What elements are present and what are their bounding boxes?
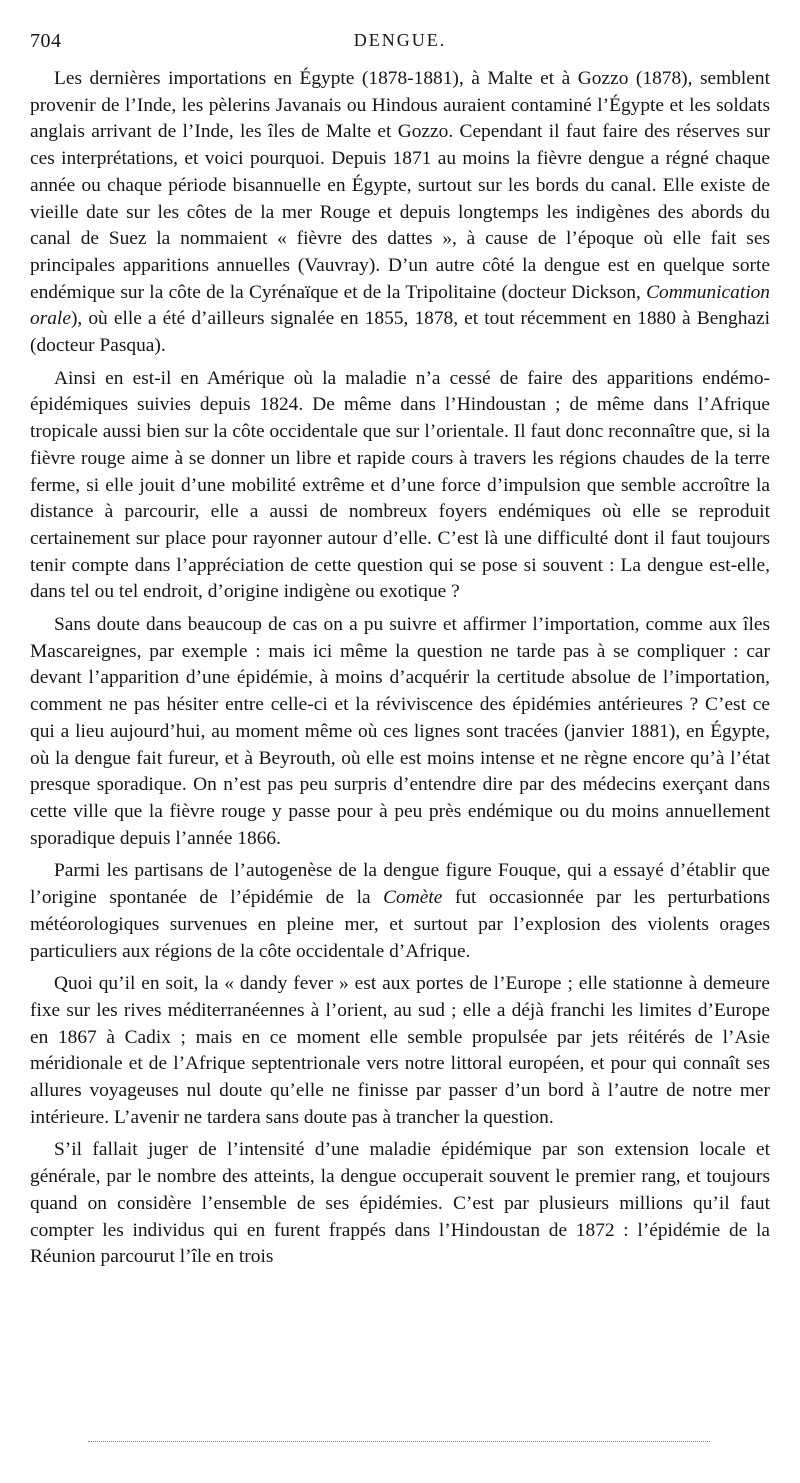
footer-rule (88, 1441, 710, 1442)
paragraph-1-italic: Communication orale (30, 281, 770, 330)
paragraph-5: Quoi qu’il en soit, la « dandy fever » est aux portes de l’Europe ; elle stationne à demeure fixe sur les rives méditerranéennes à l’orient, au sud ; elle a déjà franchi les limites d’Europe en 1867 à Cadix ; mais en ce moment elle semble propulsée par jets réitérés de l’Asie méridionale et de l’Afrique septentrionale vers notre littoral européen, et pour qui connaît ses allures voyageuses nul doute qu’elle ne finisse par passer d’un bord à l’autre de notre mer intérieure. L’avenir ne tardera sans doute pas à trancher la question. (30, 973, 770, 1128)
paragraph-4 (30, 858, 770, 965)
paragraph-1-text: Les dernières importations en Égypte (1878-1881), à Malte et à Gozzo (1878), semblent provenir de l’Inde, les pèlerins Javanais ou Hindous auraient contaminé l’Égypte et les soldats anglais arrivant de l’Inde, les îles de Malte et Gozzo. Cependant il faut faire des réserves sur ces interprétations, et voici pourquoi. Depuis 1871 au moins la fièvre dengue a régné chaque année ou chaque période bisannuelle en Égypte, surtout sur les bords du canal. Elle existe de vieille date sur les côtes de la mer Rouge et depuis longtemps les indigènes des abords du canal de Suez la nommaient « fièvre des dattes », à cause de l’époque où elle fait ses principales apparitions annuelles (Vauvray). D’un autre côté la dengue est en quelque sorte endémique sur la côte de la Cyrénaïque et de la Tripolitaine (docteur Dickson, (30, 68, 770, 303)
running-title: DENGUE. (353, 30, 447, 50)
document-page (30, 22, 770, 1277)
paragraph-4-italic: Comète (383, 887, 443, 909)
page-header (30, 22, 770, 66)
paragraph-6: S’il fallait juger de l’intensité d’une maladie épidémique par son extension locale et générale, par le nombre des atteints, la dengue occuperait souvent le premier rang, et toujours quand on considère l’ensemble de ses épidémies. C’est par plusieurs millions qu’il faut compter les individus qui en furent frappés dans l’Hindoustan de 1872 : l’épidémie de la Réunion parcourut l’île en trois (30, 1139, 770, 1268)
paragraph-4-text: Parmi les partisans de l’autogenèse de la dengue figure Fouque, qui a essayé d’établir que l’origine spontanée de l’épidémie de la (30, 860, 770, 909)
paragraph-1 (30, 66, 770, 360)
paragraph-4-tail: fut occasionnée par les perturbations météorologiques survenues en pleine mer, et surtout par l’explosion des violents orages particuliers aux régions de la côte occidentale d’Afrique. (30, 887, 770, 962)
paragraph-1-tail: ), où elle a été d’ailleurs signalée en 1855, 1878, et tout récemment en 1880 à Benghazi (docteur Pasqua). (30, 308, 770, 357)
paragraph-3: Sans doute dans beaucoup de cas on a pu suivre et affirmer l’importation, comme aux îles Mascareignes, par exemple : mais ici même la question ne tarde pas à se compliquer : car devant l’apparition d’une épidémie, à moins d’acquérir la certitude absolue de l’importation, comment ne pas hésiter entre celle-ci et la réviviscence des épidémies antérieures ? C’est ce qui a lieu aujourd’hui, au moment même où ces lignes sont tracées (janvier 1881), en Égypte, où la dengue fait fureur, et à Beyrouth, où elle est moins intense et ne règne encore qu’à l’état presque sporadique. On n’est pas peu surpris d’entendre dire par des médecins exerçant dans cette ville que la fièvre rouge y passe pour à peu près endémique ou du moins annuellement sporadique depuis l’année 1866. (30, 614, 770, 849)
body-text (30, 66, 770, 1271)
page-number: 704 (30, 30, 62, 52)
paragraph-2: Ainsi en est-il en Amérique où la maladie n’a cessé de faire des apparitions endémo-épidémiques suivies depuis 1824. De même dans l’Hindoustan ; de même dans l’Afrique tropicale aussi bien sur la côte occidentale que sur l’orientale. Il faut donc reconnaître que, si la fièvre rouge aime à se donner un libre et rapide cours à travers les régions chaudes de la terre ferme, si elle jouit d’une mobilité extrême et d’une force d’impulsion que semble accroître la distance à parcourir, elle a aussi de nombreux foyers endémiques où elle se reproduit certainement sur place pour rayonner autour d’elle. C’est là une difficulté dont il faut toujours tenir compte dans l’appréciation de cette question qui se pose si souvent : La dengue est-elle, dans tel ou tel endroit, d’origine indigène ou exotique ? (30, 367, 770, 603)
